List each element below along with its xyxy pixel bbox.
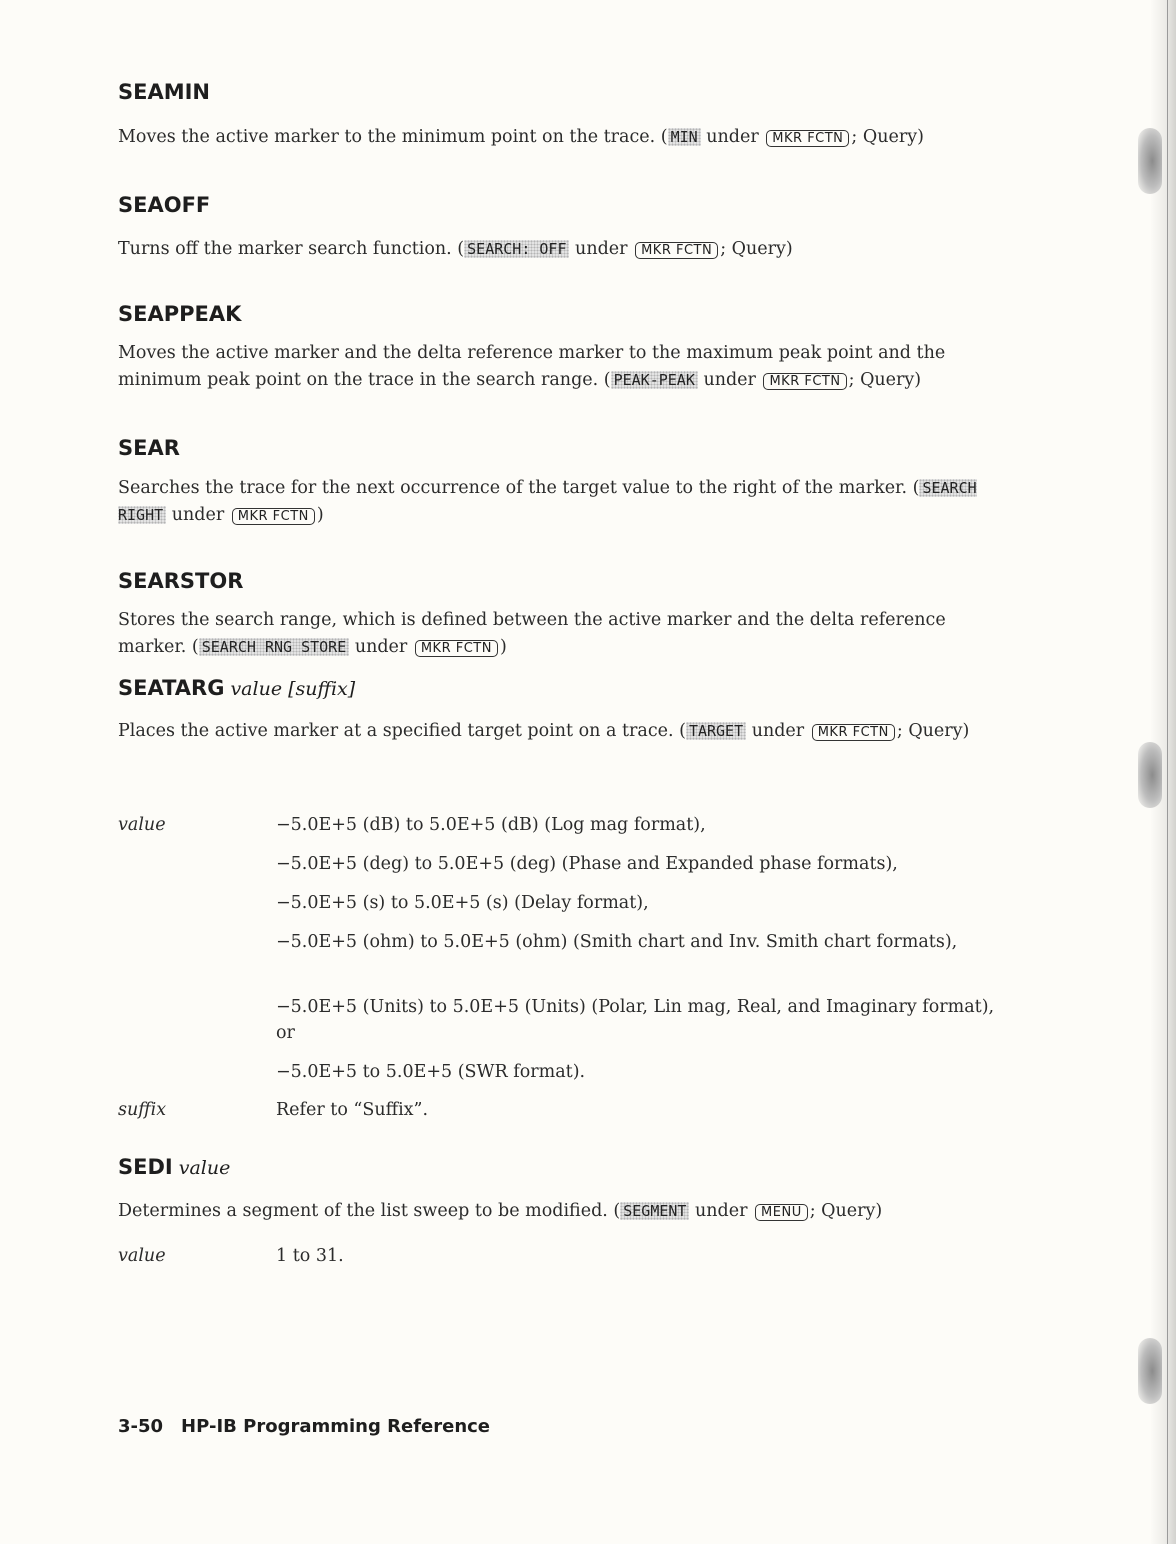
command-desc-seamin: Moves the active marker to the minimum point on the trace. ( MIN under MKR FCTN ; Query) bbox=[118, 127, 924, 147]
hardkey-mkr-fctn: MKR FCTN bbox=[415, 640, 498, 657]
command-heading-sedi: SEDI value bbox=[118, 1155, 231, 1179]
command-desc-seatarg: Places the active marker at a specified target point on a trace. ( TARGET under MKR FCTN ; Query) bbox=[118, 721, 970, 741]
command-desc-searstor: Stores the search range, which is defined between the active marker and the delta reference marker. ( SEARCH RNG STORE under MKR FCTN ) bbox=[118, 610, 946, 657]
hardkey-mkr-fctn: MKR FCTN bbox=[232, 508, 315, 525]
command-heading-seappeak: SEAPPEAK bbox=[118, 302, 242, 326]
param-label-value: value bbox=[118, 815, 166, 835]
param-value-item: −5.0E+5 (Units) to 5.0E+5 (Units) (Polar, Lin mag, Real, and Imaginary format), or bbox=[276, 997, 995, 1043]
param-value-range: 1 to 31. bbox=[276, 1246, 344, 1266]
command-desc-seaoff: Turns off the marker search function. ( SEARCH: OFF under MKR FCTN ; Query) bbox=[118, 239, 793, 259]
softkey-search-right: SEARCH RIGHT bbox=[118, 479, 977, 524]
softkey-target: TARGET bbox=[686, 722, 746, 740]
hardkey-mkr-fctn: MKR FCTN bbox=[766, 130, 849, 147]
param-value-item: −5.0E+5 (ohm) to 5.0E+5 (ohm) (Smith chart and Inv. Smith chart formats), bbox=[276, 932, 958, 952]
command-heading-searstor: SEARSTOR bbox=[118, 569, 244, 593]
param-value-item: −5.0E+5 (dB) to 5.0E+5 (dB) (Log mag format), bbox=[276, 815, 706, 835]
param-label-suffix: suffix bbox=[118, 1100, 167, 1120]
param-value-item: −5.0E+5 to 5.0E+5 (SWR format). bbox=[276, 1062, 586, 1082]
command-args: value [suffix] bbox=[230, 678, 356, 700]
softkey-search-rng-store: SEARCH RNG STORE bbox=[199, 638, 350, 656]
page-footer bbox=[118, 1416, 490, 1437]
softkey-search-off: SEARCH: OFF bbox=[464, 240, 569, 258]
page-number: 3-50 bbox=[118, 1416, 164, 1437]
param-value-item: −5.0E+5 (deg) to 5.0E+5 (deg) (Phase and Expanded phase formats), bbox=[276, 854, 898, 874]
param-label-value: value bbox=[118, 1246, 166, 1266]
command-desc-seappeak: Moves the active marker and the delta reference marker to the maximum peak point and the minimum peak point on the trace in the search range. ( PEAK-PEAK under MKR FCTN ; Query) bbox=[118, 343, 946, 390]
command-args: value bbox=[178, 1157, 231, 1179]
hardkey-menu: MENU bbox=[755, 1204, 808, 1221]
binder-hole-bottom bbox=[1138, 1338, 1162, 1404]
footer-title: HP-IB Programming Reference bbox=[181, 1416, 491, 1437]
command-heading-seaoff: SEAOFF bbox=[118, 193, 211, 217]
hardkey-mkr-fctn: MKR FCTN bbox=[763, 373, 846, 390]
hardkey-mkr-fctn: MKR FCTN bbox=[812, 724, 895, 741]
command-heading-seamin: SEAMIN bbox=[118, 80, 211, 104]
binder-hole-top bbox=[1138, 128, 1162, 194]
softkey-min: MIN bbox=[668, 128, 701, 146]
param-suffix-desc: Refer to “Suffix”. bbox=[276, 1100, 429, 1120]
softkey-segment: SEGMENT bbox=[620, 1202, 689, 1220]
param-value-item: −5.0E+5 (s) to 5.0E+5 (s) (Delay format), bbox=[276, 893, 649, 913]
softkey-peak-peak: PEAK-PEAK bbox=[611, 371, 698, 389]
hardkey-mkr-fctn: MKR FCTN bbox=[635, 242, 718, 259]
page-edge-line bbox=[1167, 0, 1168, 1544]
command-heading-sear: SEAR bbox=[118, 436, 180, 460]
binder-hole-middle bbox=[1138, 742, 1162, 808]
command-heading-seatarg: SEATARG value [suffix] bbox=[118, 676, 356, 700]
command-desc-sedi: Determines a segment of the list sweep to be modified. ( SEGMENT under MENU ; Query) bbox=[118, 1201, 883, 1221]
command-desc-sear: Searches the trace for the next occurrence of the target value to the right of the marker. ( SEARCH RIGHT under MKR FCTN ) bbox=[118, 478, 977, 525]
